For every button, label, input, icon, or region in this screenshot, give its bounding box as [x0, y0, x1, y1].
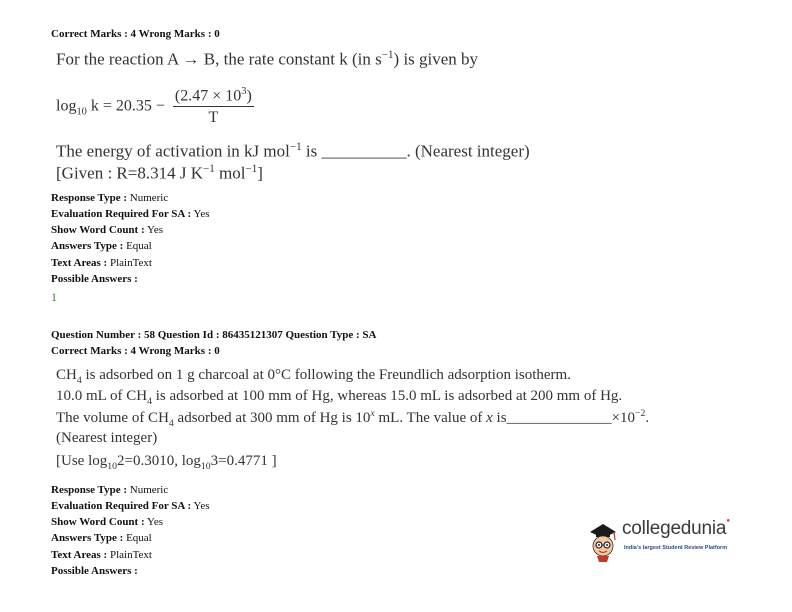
response-type: Response Type : Numeric — [51, 192, 169, 204]
show-word-count: Show Word Count : Yes — [51, 516, 163, 528]
question-stem-line: The energy of activation in kJ mol$^{-1}$ is __________. (Nearest integer) — [56, 141, 530, 161]
mascot-icon — [586, 518, 620, 564]
evaluation-required: Evaluation Required For SA : Yes — [51, 208, 210, 220]
brand-tagline: India's largest Student Review Platform — [624, 545, 728, 551]
answer-blank: __________ — [321, 141, 407, 161]
question-stem-line: For the reaction A → B, the rate constant k (in $s^{-1}$) is given by — [56, 49, 479, 69]
show-word-count: Show Word Count : Yes — [51, 224, 163, 236]
possible-answers-label: Possible Answers : — [51, 565, 138, 577]
text-areas: Text Areas : PlainText — [51, 549, 152, 561]
marks-line: Correct Marks : 4 Wrong Marks : 0 — [51, 345, 220, 357]
given-constants: [Given : R=8.314 J $K^{-1}$ mol$^{-1}$] — [56, 163, 263, 183]
log-values: [Use $\log_{10}2=0.3010$, $\log_{10}3=0.4771$ ] — [56, 453, 277, 472]
question-stem-line: (Nearest integer) — [56, 430, 158, 446]
collegedunia-logo — [586, 518, 746, 564]
answers-type: Answers Type : Equal — [51, 240, 152, 252]
answer-blank: ______________ — [506, 410, 612, 426]
possible-answer-value: 1 — [51, 290, 57, 304]
question-stem-line: 10.0 mL of $CH_4$ is adsorbed at 100 mm of Hg, whereas 15.0 mL is adsorbed at 200 mm of Hg. — [56, 388, 623, 407]
response-type: Response Type : Numeric — [51, 484, 169, 496]
possible-answers-label: Possible Answers : — [51, 273, 138, 285]
answers-type: Answers Type : Equal — [51, 532, 152, 544]
text-areas: Text Areas : PlainText — [51, 257, 152, 269]
question-stem-line: $CH_4$ is adsorbed on 1 g charcoal at 0°C following the Freundlich adsorption isotherm. — [56, 367, 571, 386]
question-stem-line: The volume of $CH_4$ adsorbed at 300 mm of Hg is 10$^x$ mL. The value of x $is\_\_\_\_\_\_\_\_\_\_\_\_\_\_\times 10^{-2}$. — [56, 408, 650, 429]
question-header: Question Number : 58 Question Id : 86435121307 Question Type : SA — [51, 329, 377, 341]
rate-equation: $\log_{10} k = 20.35$ − $\frac{(2.47 \times 10^3)}{T}$ — [56, 86, 252, 127]
equation-fraction: $\frac{(2.47 \times 10^3)}{T}$ — [174, 86, 252, 127]
evaluation-required: Evaluation Required For SA : Yes — [51, 500, 210, 512]
marks-line: Correct Marks : 4 Wrong Marks : 0 — [51, 28, 220, 40]
brand-name: collegedunia● — [622, 518, 730, 539]
